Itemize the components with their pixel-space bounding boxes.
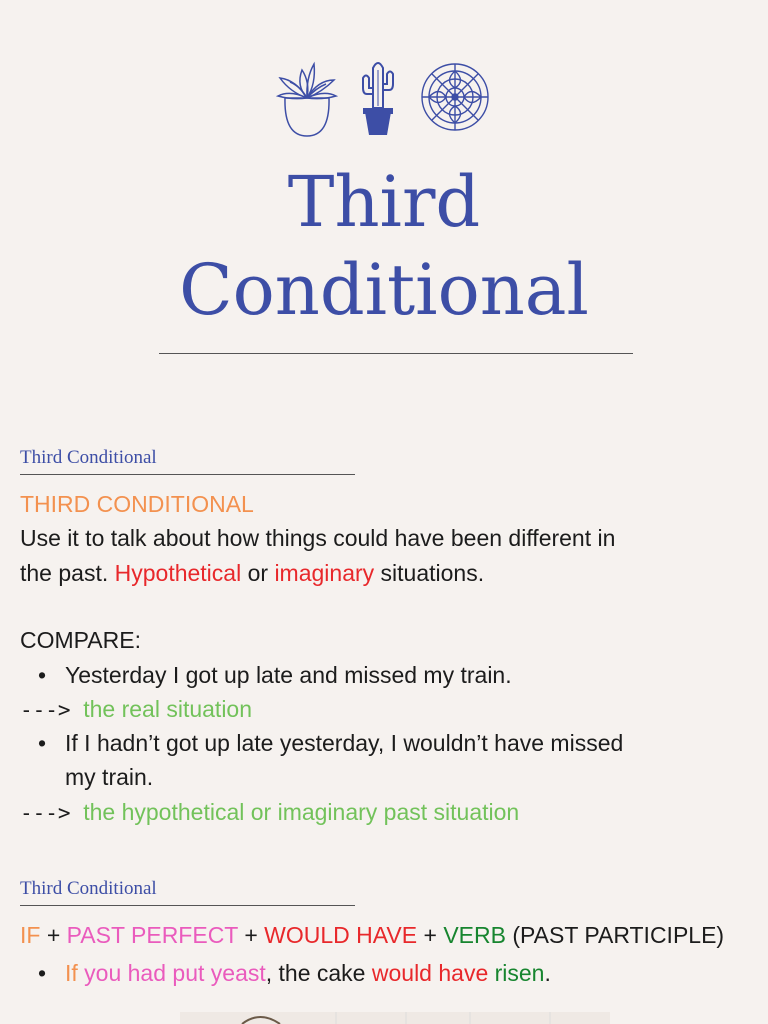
formula-verb: VERB bbox=[443, 922, 506, 948]
example-would-have: would have bbox=[371, 960, 489, 986]
section-1-heading: THIRD CONDITIONAL bbox=[20, 491, 254, 517]
example-past-perfect: you had put yeast bbox=[84, 960, 266, 986]
example-if: If bbox=[65, 960, 78, 986]
example-end: . bbox=[544, 960, 551, 986]
compare-label: COMPARE: bbox=[20, 627, 141, 653]
title-line-2: Conditional bbox=[179, 249, 589, 331]
page-title bbox=[0, 158, 768, 334]
arrow-hypothetical bbox=[20, 795, 519, 830]
bullet-dot: • bbox=[38, 662, 47, 688]
section-1-divider bbox=[20, 474, 355, 475]
section-2-divider bbox=[20, 905, 355, 906]
formula-would-have: WOULD HAVE bbox=[264, 922, 418, 948]
example-1: Yesterday I got up late and missed my train. bbox=[65, 662, 512, 688]
formula-plus: + bbox=[46, 922, 61, 948]
title-divider bbox=[159, 353, 633, 354]
formula-past-perfect: PAST PERFECT bbox=[66, 922, 238, 948]
title-line-1: Third bbox=[287, 161, 481, 243]
arrow-glyph: ---> bbox=[20, 698, 71, 722]
desc-text-or: or bbox=[241, 560, 275, 586]
bullet-dot: • bbox=[38, 730, 47, 756]
section-2-label: Third Conditional bbox=[20, 878, 157, 899]
example-2-line-1: If I hadn’t got up late yesterday, I wouldn’t have missed bbox=[65, 730, 624, 756]
example-verb: risen bbox=[494, 960, 545, 986]
succulent-pot-icon bbox=[276, 56, 338, 138]
formula-plus: + bbox=[244, 922, 258, 948]
example-2-line-2: my train. bbox=[65, 764, 154, 790]
formula-if: IF bbox=[20, 922, 41, 948]
bullet-dot: • bbox=[38, 960, 47, 986]
arrow-glyph: ---> bbox=[20, 801, 71, 825]
real-situation-note: the real situation bbox=[83, 696, 253, 722]
formula-plus: + bbox=[423, 922, 437, 948]
hypothetical-situation-note: the hypothetical or imaginary past situation bbox=[83, 799, 520, 825]
flower-icon bbox=[418, 56, 492, 138]
arrow-real bbox=[20, 692, 252, 727]
section-1-label: Third Conditional bbox=[20, 447, 157, 468]
description-line-1: Use it to talk about how things could have been different in bbox=[20, 525, 616, 551]
desc-text-end: situations. bbox=[374, 560, 485, 586]
formula-past-participle: (PAST PARTICIPLE) bbox=[512, 922, 725, 948]
imaginary-word: imaginary bbox=[274, 560, 375, 586]
desc-text-a: the past. bbox=[20, 560, 115, 586]
formula bbox=[20, 918, 724, 952]
hypothetical-word: Hypothetical bbox=[114, 560, 242, 586]
decorative-icons bbox=[0, 56, 768, 140]
cut-off-image-strip bbox=[180, 1008, 610, 1024]
formula-example bbox=[65, 956, 551, 990]
example-middle: , the cake bbox=[265, 960, 372, 986]
cactus-pot-icon bbox=[359, 56, 397, 138]
description-line-2 bbox=[20, 556, 484, 590]
